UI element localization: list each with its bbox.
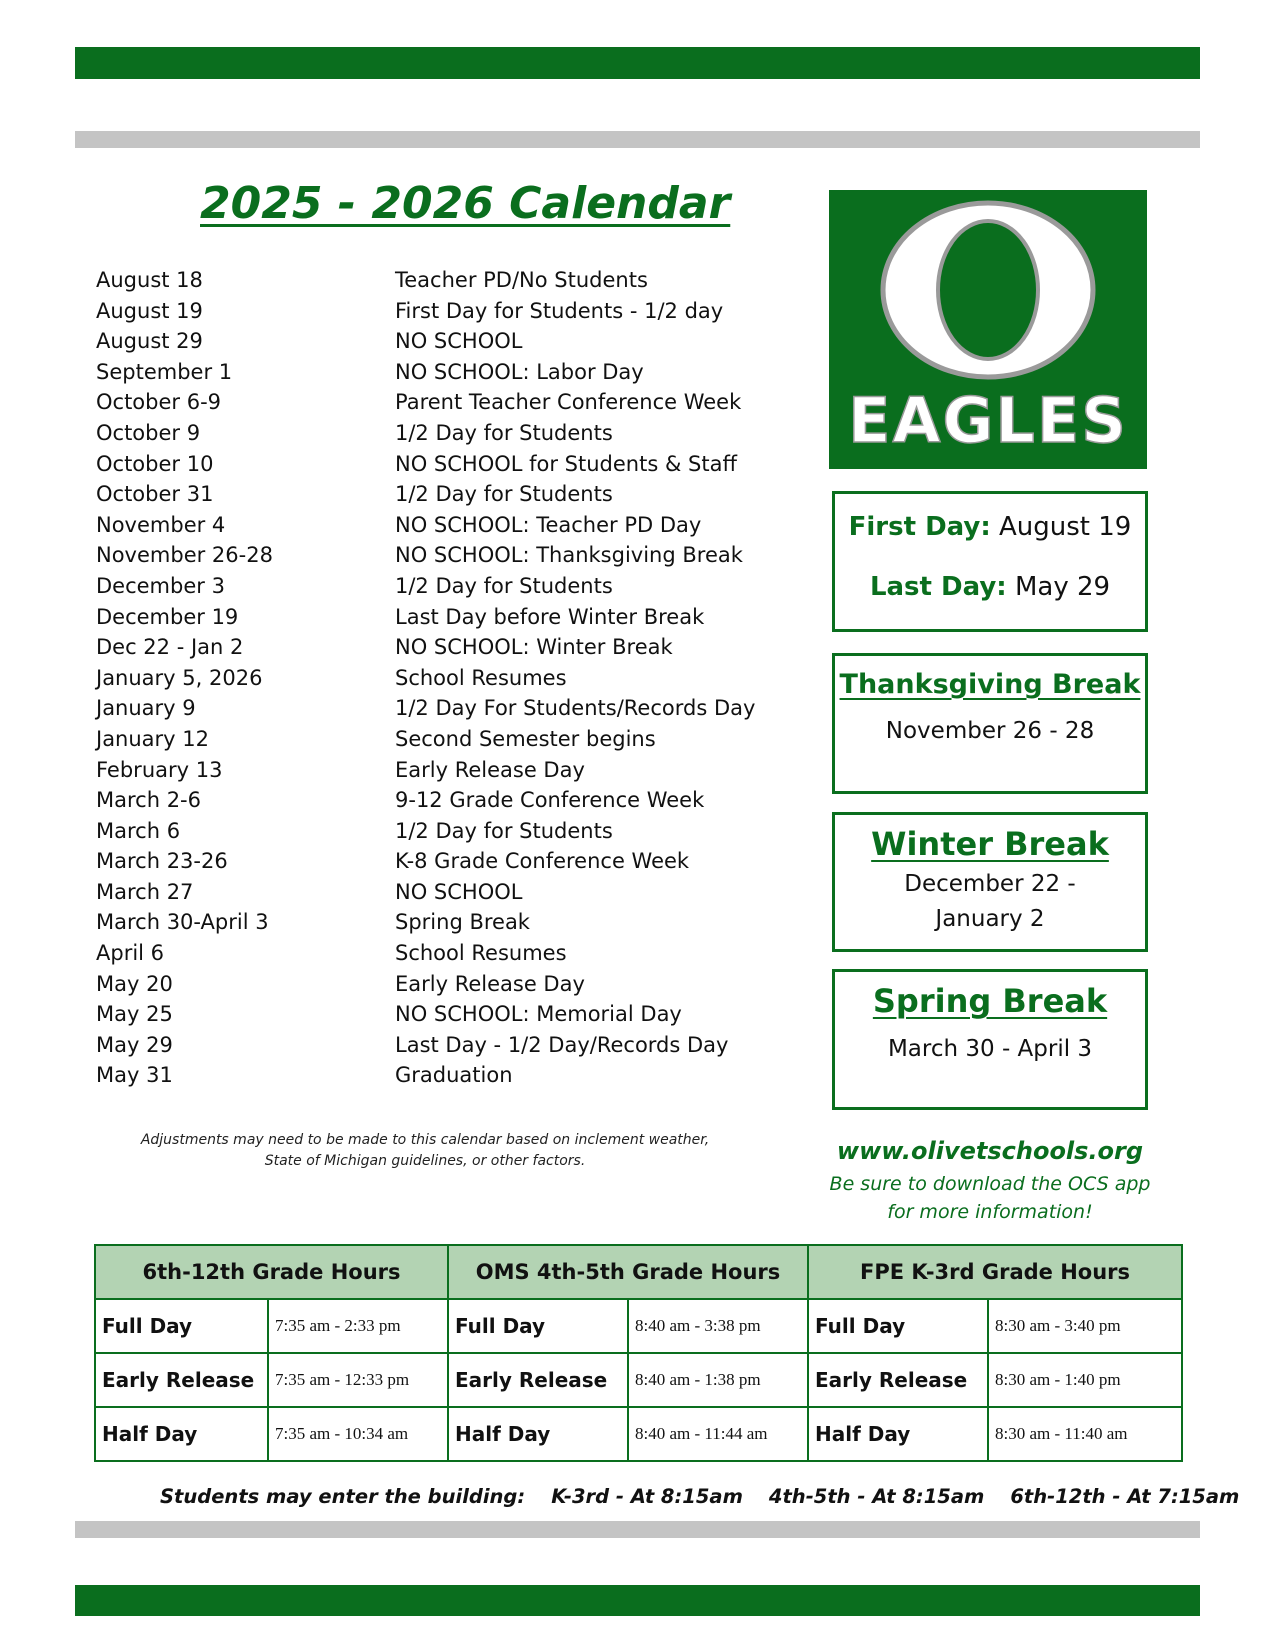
event-date: January 5, 2026 bbox=[96, 665, 263, 690]
event-row bbox=[96, 326, 816, 357]
hours-label: Half Day bbox=[448, 1407, 628, 1461]
logo-word: EAGLES bbox=[848, 384, 1128, 457]
event-row bbox=[96, 755, 816, 786]
event-date: January 9 bbox=[96, 696, 196, 721]
winter-dates bbox=[835, 867, 1145, 937]
header-4-5: OMS 4th-5th Grade Hours bbox=[448, 1245, 808, 1299]
event-date: December 19 bbox=[96, 604, 239, 629]
event-list bbox=[96, 265, 816, 1091]
event-date: August 19 bbox=[96, 298, 203, 323]
event-row bbox=[96, 602, 816, 633]
event-date: April 6 bbox=[96, 941, 165, 966]
event-date: March 6 bbox=[96, 818, 181, 843]
event-row bbox=[96, 1060, 816, 1091]
website-link[interactable]: www.olivetschools.org bbox=[836, 1137, 1144, 1165]
event-description: Teacher PD/No Students bbox=[395, 268, 648, 292]
top-gray-rule bbox=[75, 131, 1200, 148]
adjustment-note-line1: Adjustments may need to be made to this calendar based on inclement weather, bbox=[140, 1132, 710, 1148]
thanksgiving-dates: November 26 - 28 bbox=[885, 718, 1095, 744]
adjustment-note bbox=[120, 1130, 730, 1172]
event-date: May 31 bbox=[96, 1063, 173, 1088]
hours-label: Full Day bbox=[448, 1299, 628, 1353]
last-day-value: May 29 bbox=[1014, 572, 1111, 602]
last-day-line bbox=[835, 572, 1145, 602]
event-description: Last Day before Winter Break bbox=[395, 604, 705, 629]
event-description: 1/2 Day for Students bbox=[395, 420, 613, 445]
event-row bbox=[96, 724, 816, 755]
app-note-line1: Be sure to download the OCS app bbox=[829, 1173, 1151, 1195]
event-row bbox=[96, 999, 816, 1030]
first-day-line bbox=[835, 512, 1145, 542]
hours-row bbox=[95, 1299, 1182, 1353]
winter-dates-line2: January 2 bbox=[935, 906, 1045, 932]
event-row bbox=[96, 969, 816, 1000]
hours-time: 7:35 am - 2:33 pm bbox=[268, 1299, 448, 1353]
hours-label: Early Release bbox=[448, 1353, 628, 1407]
event-description: 1/2 Day for Students bbox=[395, 573, 613, 598]
entry-lead: Students may enter the building: bbox=[160, 1485, 526, 1508]
entry-4-5: 4th-5th - At 8:15am bbox=[768, 1485, 985, 1508]
event-date: November 4 bbox=[96, 512, 226, 537]
page-title: 2025 - 2026 Calendar bbox=[200, 178, 731, 229]
event-description: NO SCHOOL bbox=[395, 879, 523, 904]
event-description: First Day for Students - 1/2 day bbox=[395, 298, 724, 323]
event-row bbox=[96, 387, 816, 418]
hours-label: Half Day bbox=[808, 1407, 988, 1461]
event-date: October 10 bbox=[96, 451, 214, 476]
event-date: October 6-9 bbox=[96, 390, 222, 415]
event-date: August 18 bbox=[96, 268, 203, 292]
event-row bbox=[96, 663, 816, 694]
event-description: Early Release Day bbox=[395, 757, 585, 782]
event-description: NO SCHOOL: Teacher PD Day bbox=[395, 512, 702, 537]
hours-time: 8:30 am - 11:40 am bbox=[988, 1407, 1182, 1461]
event-row bbox=[96, 510, 816, 541]
event-description: 9-12 Grade Conference Week bbox=[395, 788, 705, 813]
event-row bbox=[96, 693, 816, 724]
event-row bbox=[96, 877, 816, 908]
event-description: 1/2 Day for Students bbox=[395, 818, 613, 843]
event-row bbox=[96, 418, 816, 449]
event-description: NO SCHOOL: Memorial Day bbox=[395, 1002, 682, 1027]
event-description: 1/2 Day For Students/Records Day bbox=[395, 696, 756, 721]
event-description: Second Semester begins bbox=[395, 726, 656, 751]
first-day-label: First Day: bbox=[848, 512, 991, 542]
event-date: May 25 bbox=[96, 1002, 173, 1027]
event-date: March 23-26 bbox=[96, 849, 228, 874]
event-description: 1/2 Day for Students bbox=[395, 482, 613, 507]
event-date: January 12 bbox=[96, 726, 210, 751]
winter-break-box bbox=[832, 812, 1148, 952]
event-date: March 27 bbox=[96, 879, 194, 904]
event-description: NO SCHOOL: Winter Break bbox=[395, 635, 673, 660]
app-note bbox=[820, 1170, 1160, 1226]
hours-time: 8:40 am - 1:38 pm bbox=[628, 1353, 808, 1407]
event-row bbox=[96, 265, 816, 296]
event-row bbox=[96, 1030, 816, 1061]
thanksgiving-break-box bbox=[832, 653, 1148, 794]
event-description: Parent Teacher Conference Week bbox=[395, 390, 742, 415]
bottom-green-bar bbox=[75, 1585, 1200, 1616]
event-description: NO SCHOOL: Thanksgiving Break bbox=[395, 543, 743, 568]
bottom-gray-rule bbox=[75, 1521, 1200, 1538]
header-6-12: 6th-12th Grade Hours bbox=[95, 1245, 448, 1299]
event-description: Early Release Day bbox=[395, 971, 585, 996]
hours-label: Half Day bbox=[95, 1407, 268, 1461]
event-description: Graduation bbox=[395, 1063, 513, 1088]
event-date: February 13 bbox=[96, 757, 223, 782]
top-green-bar bbox=[75, 47, 1200, 79]
event-row bbox=[96, 479, 816, 510]
hours-time: 8:40 am - 3:38 pm bbox=[628, 1299, 808, 1353]
event-row bbox=[96, 907, 816, 938]
hours-row bbox=[95, 1353, 1182, 1407]
winter-title: Winter Break bbox=[871, 825, 1109, 863]
thanksgiving-title: Thanksgiving Break bbox=[839, 669, 1141, 700]
spring-title: Spring Break bbox=[872, 982, 1108, 1020]
header-k-3: FPE K-3rd Grade Hours bbox=[808, 1245, 1182, 1299]
event-date: October 9 bbox=[96, 420, 201, 445]
hours-time: 8:30 am - 1:40 pm bbox=[988, 1353, 1182, 1407]
first-day-value: August 19 bbox=[999, 512, 1132, 542]
event-description: K-8 Grade Conference Week bbox=[395, 849, 690, 874]
event-row bbox=[96, 357, 816, 388]
last-day-label: Last Day: bbox=[869, 572, 1007, 602]
hours-table bbox=[94, 1244, 1183, 1462]
event-date: November 26-28 bbox=[96, 543, 273, 568]
event-description: NO SCHOOL: Labor Day bbox=[395, 359, 644, 384]
spring-break-box bbox=[832, 969, 1148, 1110]
hours-label: Early Release bbox=[95, 1353, 268, 1407]
entry-6-12: 6th-12th - At 7:15am bbox=[1010, 1485, 1240, 1508]
hours-label: Full Day bbox=[808, 1299, 988, 1353]
hours-table-header bbox=[95, 1245, 1182, 1299]
event-row bbox=[96, 540, 816, 571]
hours-time: 7:35 am - 12:33 pm bbox=[268, 1353, 448, 1407]
event-date: December 3 bbox=[96, 573, 225, 598]
eagles-logo bbox=[829, 190, 1147, 469]
first-last-day-box bbox=[832, 491, 1148, 632]
app-note-line2: for more information! bbox=[887, 1201, 1093, 1223]
event-description: School Resumes bbox=[395, 941, 567, 966]
event-date: March 30-April 3 bbox=[96, 910, 269, 935]
hours-row bbox=[95, 1407, 1182, 1461]
event-date: March 2-6 bbox=[96, 788, 201, 813]
event-description: Last Day - 1/2 Day/Records Day bbox=[395, 1032, 729, 1057]
event-date: Dec 22 - Jan 2 bbox=[96, 635, 244, 660]
hours-time: 8:30 am - 3:40 pm bbox=[988, 1299, 1182, 1353]
event-row bbox=[96, 296, 816, 327]
event-date: September 1 bbox=[96, 359, 233, 384]
hours-label: Full Day bbox=[95, 1299, 268, 1353]
event-row bbox=[96, 571, 816, 602]
spring-dates: March 30 - April 3 bbox=[887, 1036, 1093, 1062]
adjustment-note-line2: State of Michigan guidelines, or other factors. bbox=[264, 1153, 586, 1169]
event-row bbox=[96, 785, 816, 816]
event-row bbox=[96, 632, 816, 663]
event-date: May 20 bbox=[96, 971, 173, 996]
event-date: August 29 bbox=[96, 329, 203, 354]
event-description: NO SCHOOL bbox=[395, 329, 523, 354]
event-description: NO SCHOOL for Students & Staff bbox=[395, 451, 737, 476]
event-row bbox=[96, 846, 816, 877]
event-row bbox=[96, 816, 816, 847]
event-date: October 31 bbox=[96, 482, 214, 507]
hours-time: 7:35 am - 10:34 am bbox=[268, 1407, 448, 1461]
event-date: May 29 bbox=[96, 1032, 173, 1057]
event-row bbox=[96, 449, 816, 480]
hours-time: 8:40 am - 11:44 am bbox=[628, 1407, 808, 1461]
entry-k3: K-3rd - At 8:15am bbox=[551, 1485, 743, 1508]
hours-label: Early Release bbox=[808, 1353, 988, 1407]
event-description: Spring Break bbox=[395, 910, 530, 935]
event-description: School Resumes bbox=[395, 665, 567, 690]
winter-dates-line1: December 22 - bbox=[904, 871, 1076, 897]
event-row bbox=[96, 938, 816, 969]
entry-times bbox=[160, 1485, 1240, 1508]
